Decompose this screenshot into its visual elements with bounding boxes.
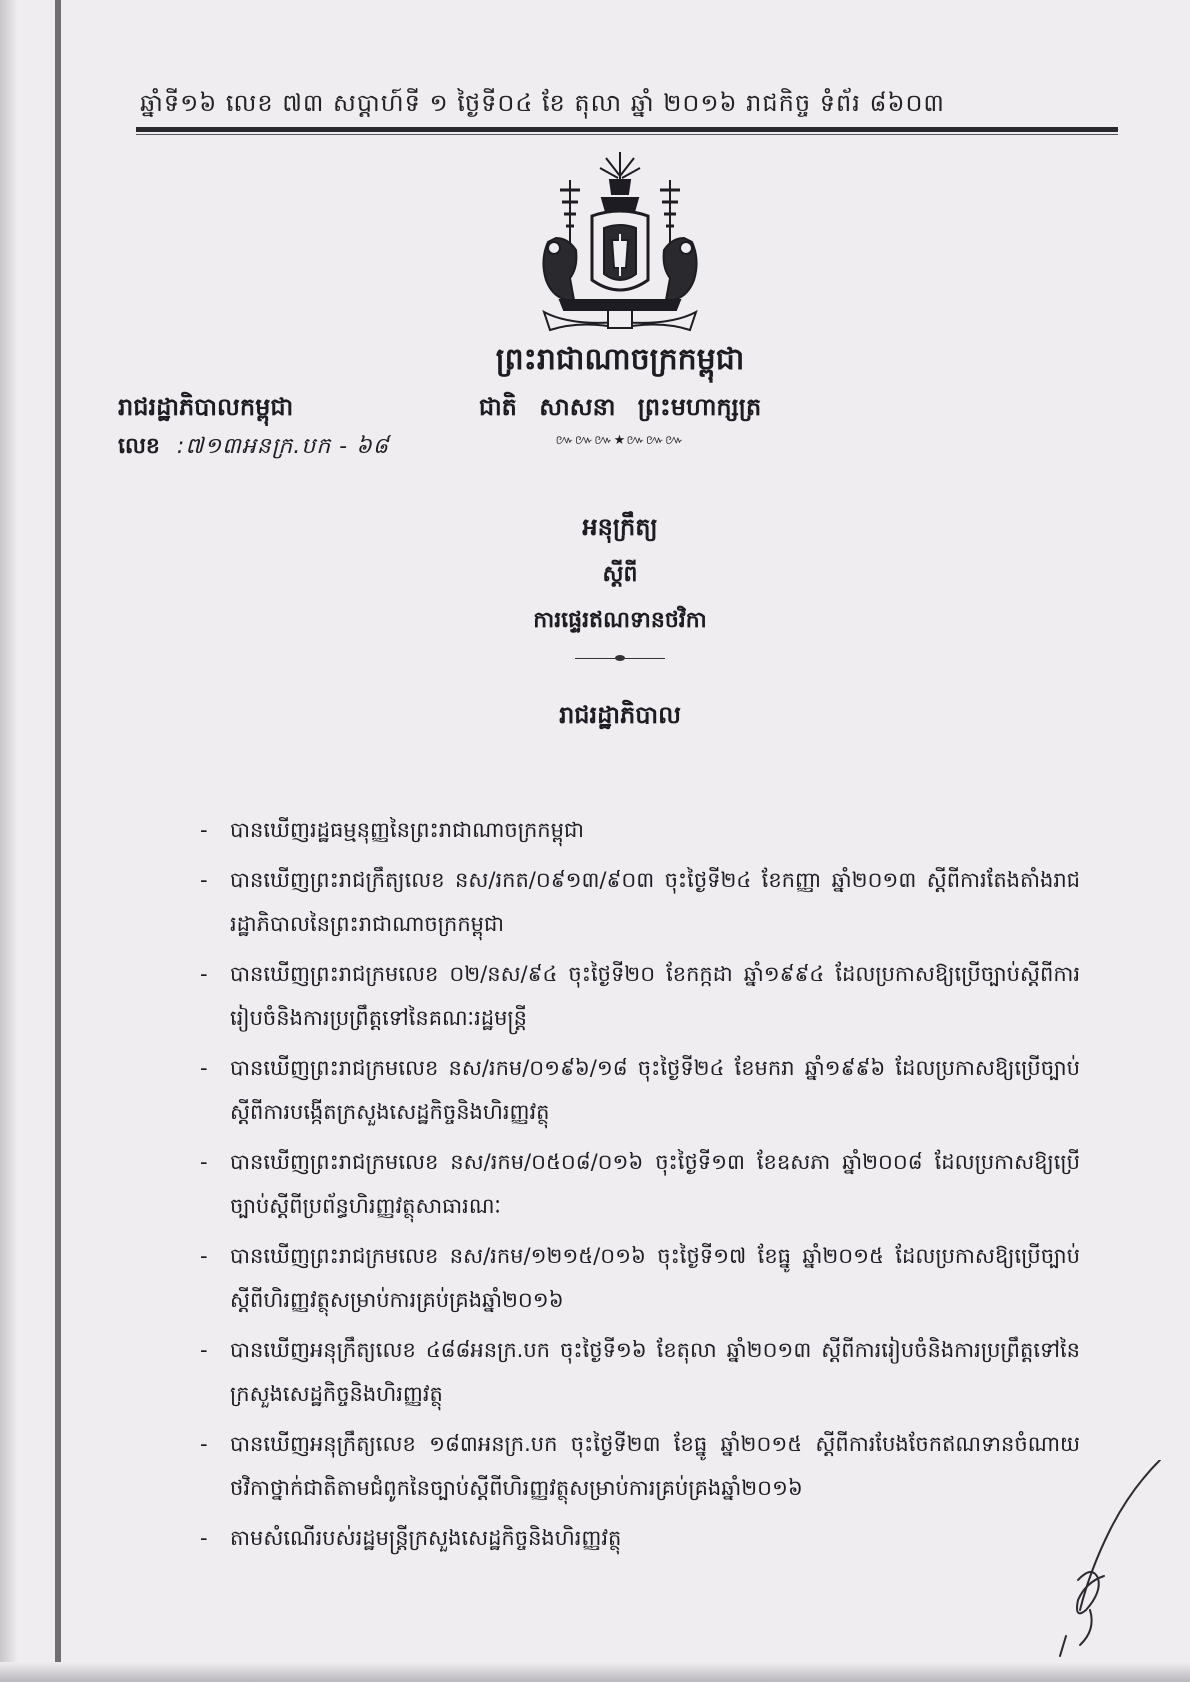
recital-item [200, 858, 1080, 946]
recital-item [200, 1046, 1080, 1134]
recital-text: បានឃើញរដ្ឋធម្មនុញ្ញនៃព្រះរាជាណាចក្រកម្ពុជា [230, 818, 584, 842]
recital-bullet: - [200, 1244, 208, 1268]
recital-text: បានឃើញព្រះរាជក្រមលេខ នស/រកម/០៥០៨/០១៦ ចុះថ្ងៃទី១៣ ខែឧសភា ឆ្នាំ២០០៨ ដែលប្រកាសឱ្យប្រើច្បាប់ស្ដីពីប្រព័ន្ធហិរញ្ញវត្ថុសាធារណៈ [230, 1150, 1080, 1218]
recital-bullet: - [200, 868, 208, 892]
title-divider-ornament [615, 655, 625, 661]
recital-bullet: - [200, 1526, 208, 1550]
recital-text: បានឃើញព្រះរាជក្រមលេខ នស/រកម/០១៩៦/១៨ ចុះថ្ងៃទី២៤ ខែមករា ឆ្នាំ១៩៩៦ ដែលប្រកាសឱ្យប្រើច្បាប់ស្ដីពីការបង្កើតក្រសួងសេដ្ឋកិច្ចនិងហិរញ្ញវត្ថុ [230, 1056, 1080, 1124]
royal-coat-of-arms-icon [530, 150, 710, 335]
scan-binding-line [55, 0, 61, 1682]
motto-ornament: ៚៚៚★៚៚៚ [555, 433, 685, 448]
recital-item [200, 1328, 1080, 1416]
recital-text: បានឃើញព្រះរាជក្រឹត្យលេខ នស/រកត/០៩១៣/៩០៣ ចុះថ្ងៃទី២៤ ខែកញ្ញា ឆ្នាំ២០១៣ ស្ដីពីការតែងតាំងរាជរដ្ឋាភិបាលនៃព្រះរាជាណាចក្រកម្ពុជា [230, 868, 1080, 936]
document-type: អនុក្រឹត្យ [582, 513, 658, 541]
recital-text: បានឃើញព្រះរាជក្រមលេខ នស/រកម/១២១៥/០១៦ ចុះថ្ងៃទី១៧ ខែធ្នូ ឆ្នាំ២០១៥ ដែលប្រកាសឱ្យប្រើច្បាប់ស្ដីពីហិរញ្ញវត្ថុសម្រាប់ការគ្រប់គ្រងឆ្នាំ២០១៦ [230, 1244, 1080, 1312]
recital-text: បានឃើញអនុក្រឹត្យលេខ ១៨៣អនក្រ.បក ចុះថ្ងៃទី២៣ ខែធ្នូ ឆ្នាំ២០១៥ ស្ដីពីការបែងចែកឥណទានចំណាយថវិកាថ្នាក់ជាតិតាមជំពូកនៃច្បាប់ស្ដីពីហិរញ្ញវត្ថុសម្រាប់ការគ្រប់គ្រងឆ្នាំ២០១៦ [230, 1432, 1080, 1500]
signature-initial [1020, 1460, 1170, 1660]
recital-bullet: - [200, 1150, 208, 1174]
document-about: ស្ដីពី [602, 562, 638, 587]
recital-text: បានឃើញអនុក្រឹត្យលេខ ៤៨៨អនក្រ.បក ចុះថ្ងៃទី១៦ ខែតុលា ឆ្នាំ២០១៣ ស្ដីពីការរៀបចំនិងការប្រព្រឹត្តទៅនៃក្រសួងសេដ្ឋកិច្ចនិងហិរញ្ញវត្ថុ [230, 1338, 1080, 1406]
recital-text: តាមសំណើរបស់រដ្ឋមន្ត្រីក្រសួងសេដ្ឋកិច្ចនិងហិរញ្ញវត្ថុ [230, 1526, 622, 1550]
recital-text: បានឃើញព្រះរាជក្រមលេខ ០២/នស/៩៤ ចុះថ្ងៃទី២០ ខែកក្កដា ឆ្នាំ១៩៩៤ ដែលប្រកាសឱ្យប្រើច្បាប់ស្ដីពីការរៀបចំនិងការប្រព្រឹត្តទៅនៃគណៈរដ្ឋមន្ត្រី [230, 962, 1080, 1030]
scan-bottom-shadow [0, 1662, 1190, 1682]
recital-item [200, 808, 1080, 852]
authority-heading: រាជរដ្ឋាភិបាល [559, 701, 681, 729]
recital-item [200, 1516, 1080, 1560]
star-rays-icon [600, 152, 640, 180]
recitals-list [200, 808, 1080, 1566]
reference-label: លេខ [118, 434, 160, 459]
scan-left-shadow [0, 0, 18, 1682]
header-rule-thin [136, 134, 1118, 135]
reference-number-row [118, 432, 389, 464]
recital-bullet: - [200, 1056, 208, 1080]
gazette-header: ឆ្នាំទី១៦ លេខ ៧៣ សប្ដាហ៍ទី ១ ថ្ងៃទី០៤ ខែ តុលា ឆ្នាំ ២០១៦ រាជកិច្ច ទំព័រ ៨៦០៣ [140, 89, 945, 117]
national-motto: ជាតិ សាសនា ព្រះមហាក្សត្រ [478, 393, 762, 421]
kingdom-name: ព្រះរាជាណាចក្រកម្ពុជា [495, 342, 745, 377]
recital-bullet: - [200, 962, 208, 986]
issuer-name: រាជរដ្ឋាភិបាលកម្ពុជា [118, 393, 294, 421]
header-rule [136, 127, 1118, 132]
recital-bullet: - [200, 1338, 208, 1362]
recital-bullet: - [200, 1432, 208, 1456]
recital-item [200, 1234, 1080, 1322]
recital-bullet: - [200, 818, 208, 842]
recital-item [200, 1140, 1080, 1228]
document-subject: ការផ្ទេរឥណទានថវិកា [533, 608, 707, 633]
recital-item [200, 1422, 1080, 1510]
recital-item [200, 952, 1080, 1040]
reference-number: :៧១៣អនក្រ.បក - ៦៨ [176, 434, 390, 459]
